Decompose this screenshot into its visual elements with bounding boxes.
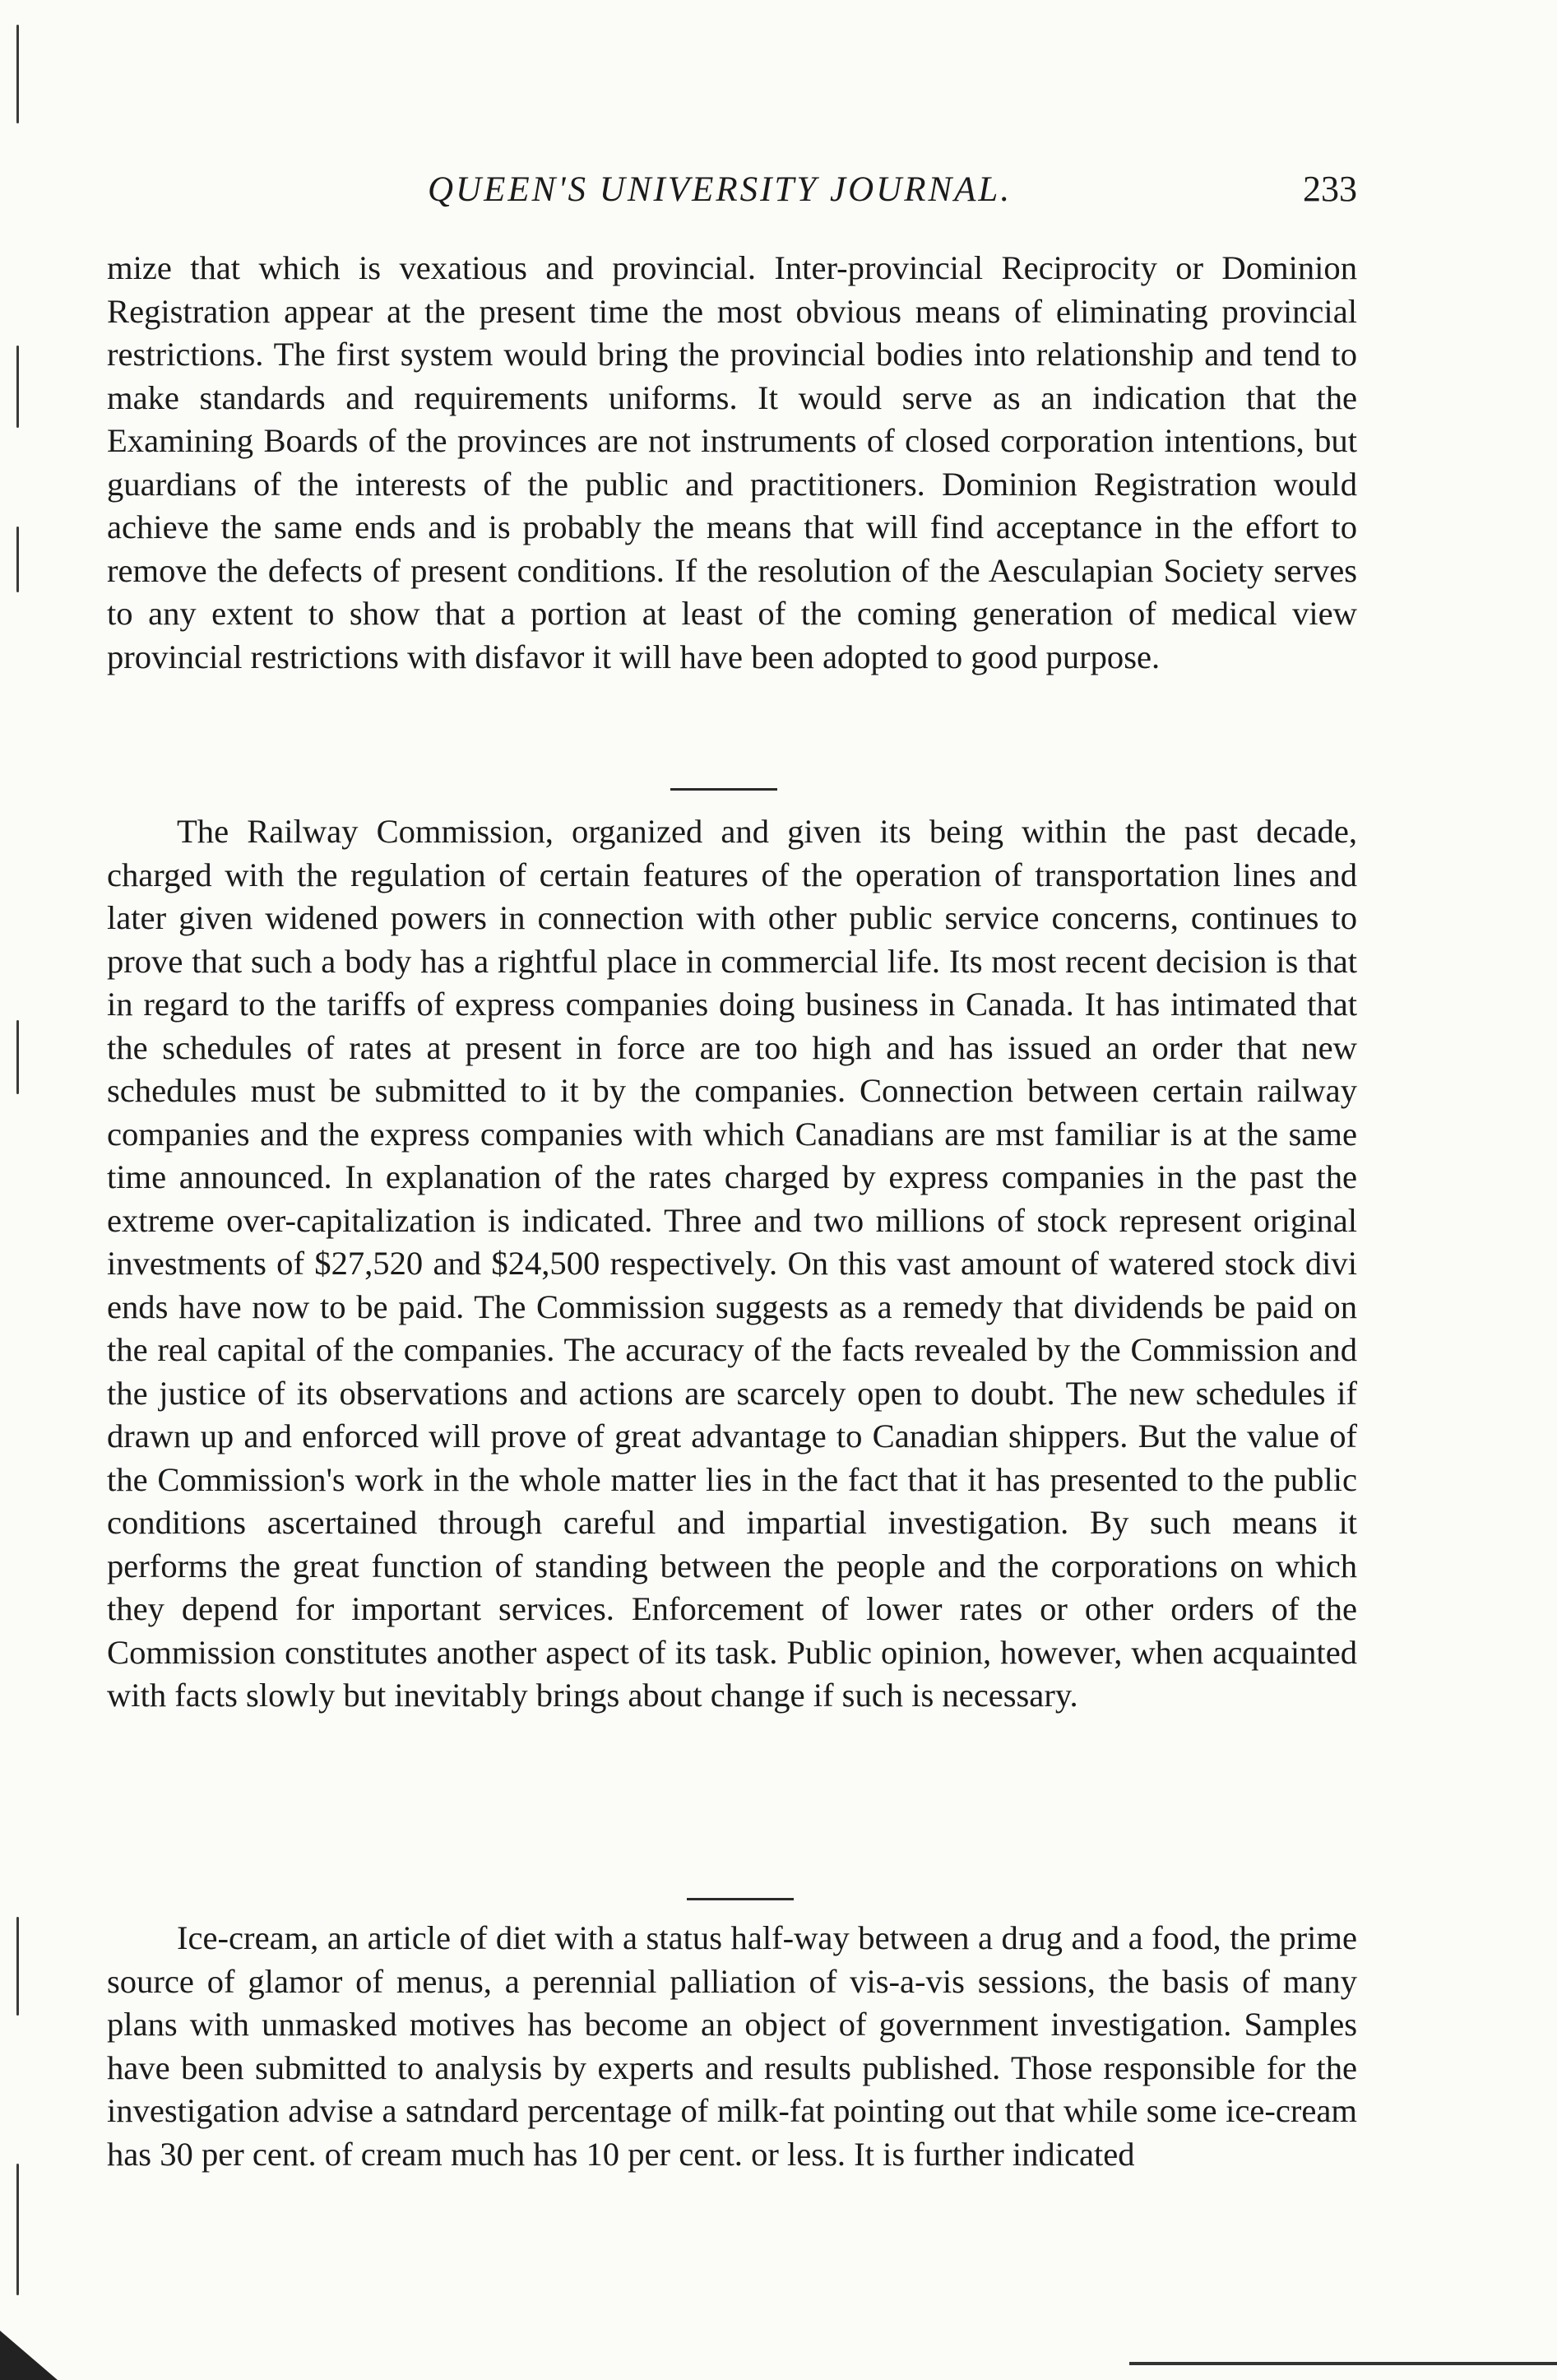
scan-edge-mark — [16, 2164, 19, 2295]
article-paragraph: mize that which is vexatious and provincial. Inter-provincial Reciprocity or Dominion Registration appear at the present time the most obvious means of eliminating provincial restrictions. The first system would bring the provincial bodies into relationship and tend to make standards and requirements uniforms. It would serve as an indication that the Examining Boards of the provinces are not instruments of closed corporation intentions, but guardians of the interests of the public and practitioners. Dominion Registration would achieve the same ends and is probably the means that will find acceptance in the effort to remove the defects of present conditions. If the resolution of the Aesculapian Society serves to any extent to show that a portion at least of the coming generation of medical view provincial restrictions with disfavor it will have been adopted to good purpose. — [107, 249, 1357, 675]
section-divider — [670, 788, 777, 791]
section-divider — [687, 1898, 794, 1900]
journal-title: QUEEN'S UNIVERSITY JOURNAL. — [428, 170, 1013, 209]
page-header — [107, 163, 1357, 220]
scan-edge-mark — [16, 346, 19, 428]
scan-edge-mark — [16, 1917, 19, 2016]
article-paragraph: The Railway Commission, organized and given its being within the past decade, charged with the regulation of certain features of the operation of transportation lines and later given widened powers in connection with other public service concerns, continues to prove that such a body has a rightful place in commercial life. Its most recent decision is that in regard to the tariffs of express companies doing business in Canada. It has intimated that the schedules of rates at present in force are too high and has issued an order that new schedules must be submitted to it by the companies. Connection between certain railway companies and the express companies with which Canadians are mst familiar is at the same time announced. In explanation of the rates charged by express companies in the past the extreme over-capitalization is indicated. Three and two millions of stock represent original investments of $27,520 and $24,500 respectively. On this vast amount of watered stock divi ends have now to be paid. The Commission suggests as a remedy that dividends be paid on the real capital of the companies. The accuracy of the facts revealed by the Commission and the justice of its observations and actions are scarcely open to doubt. The new schedules if drawn up and enforced will prove of great advantage to Canadian shippers. But the value of the Commission's work in the whole matter lies in the fact that it has presented to the public conditions ascertained through careful and impartial investigation. By such means it performs the great function of standing between the people and the corporations on which they depend for important services. Enforcement of lower rates or other orders of the Commission constitutes another aspect of its task. Public opinion, however, when acquainted with facts slowly but inevitably brings about change if such is necessary. — [107, 813, 1357, 1714]
scan-edge-mark — [16, 527, 19, 592]
page-number: 233 — [1303, 169, 1357, 209]
page-bottom-rule — [1129, 2362, 1557, 2365]
scan-edge-mark — [16, 25, 19, 123]
article-paragraph: Ice-cream, an article of diet with a status half-way between a drug and a food, the prime source of glamor of menus, a perennial palliation of vis-a-vis sessions, the basis of many plans with unmasked motives has become an object of government investigation. Samples have been submitted to analysis by experts and results published. Those responsible for the investigation advise a satndard percentage of milk-fat pointing out that while some ice-cream has 30 per cent. of cream much has 10 per cent. or less. It is further indicated — [107, 1919, 1357, 2173]
scan-edge-mark — [16, 1020, 19, 1094]
page-corner-mark — [0, 2331, 58, 2380]
